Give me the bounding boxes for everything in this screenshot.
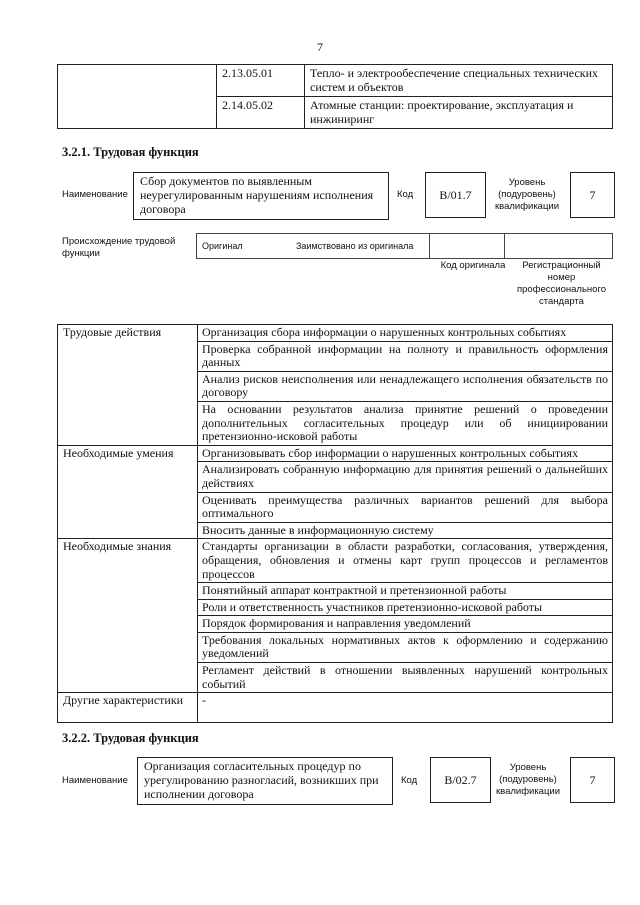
name-label: Наименование <box>62 189 128 200</box>
labor-actions-label: Трудовые действия <box>58 325 198 446</box>
other-label: Другие характеристики <box>58 693 198 723</box>
table-row <box>58 445 613 462</box>
section-heading: 3.2.2. Трудовая функция <box>62 731 199 745</box>
level-label: Уровень (подуровень) квалификации <box>495 762 561 797</box>
origin-borrowed: Заимствовано из оригинала <box>291 234 430 259</box>
table-row <box>197 234 613 259</box>
qualification-level: 7 <box>570 172 615 218</box>
skill: Вносить данные в информационную систему <box>198 522 613 539</box>
skill: Оценивать преимущества различных вариантов решений для выбора оптимального <box>198 492 613 522</box>
education-name: Атомные станции: проектирование, эксплуатация и инжиниринг <box>305 97 613 129</box>
origin-table <box>196 233 613 259</box>
table-row <box>58 693 613 723</box>
skill: Анализировать собранную информацию для принятия решений о дальнейших действиях <box>198 462 613 492</box>
labor-action: Организация сбора информации о нарушенных контрольных событиях <box>198 325 613 342</box>
level-label: Уровень (подуровень) квалификации <box>494 177 560 212</box>
empty-cell <box>58 65 217 129</box>
name-label: Наименование <box>62 775 128 786</box>
skills-label: Необходимые умения <box>58 445 198 539</box>
origin-original: Оригинал <box>197 234 292 259</box>
education-table <box>57 64 613 129</box>
origin-code-cell <box>430 234 505 259</box>
education-code: 2.14.05.02 <box>217 97 305 129</box>
section-heading: 3.2.1. Трудовая функция <box>62 145 199 159</box>
code-label: Код <box>401 775 418 786</box>
page-number: 7 <box>317 40 323 54</box>
function-name: Сбор документов по выявленным неурегулированным нарушениям исполнения договора <box>133 172 389 220</box>
function-name: Организация согласительных процедур по урегулированию разногласий, возникших при исполнении договора <box>137 757 393 805</box>
table-row <box>58 539 613 583</box>
origin-label: Происхождение трудовой функции <box>62 236 176 259</box>
knowledge-item: Понятийный аппарат контрактной и претензионной работы <box>198 583 613 600</box>
education-name: Тепло- и электрообеспечение специальных технических систем и объектов <box>305 65 613 97</box>
origin-code-label: Код оригинала <box>440 260 506 271</box>
skill: Организовывать сбор информации о нарушенных контрольных событиях <box>198 445 613 462</box>
table-row <box>58 325 613 342</box>
labor-action: На основании результатов анализа принятие решений о проведении дополнительных согласительных процедур или об инициировании претензионно-исковой работы <box>198 401 613 445</box>
function-code: В/02.7 <box>430 757 491 803</box>
origin-reg-cell <box>505 234 613 259</box>
knowledge-item: Роли и ответственность участников претензионно-исковой работы <box>198 599 613 616</box>
origin-reg-label: Регистрационный номер профессионального стандарта <box>517 260 606 307</box>
code-label: Код <box>397 189 414 200</box>
knowledge-item: Порядок формирования и направления уведомлений <box>198 616 613 633</box>
labor-action: Проверка собранной информации на полноту и правильность оформления данных <box>198 341 613 371</box>
qualification-level: 7 <box>570 757 615 803</box>
knowledge-item: Стандарты организации в области разработки, согласования, утверждения, обращения, обновления и отмены карт групп процессов и регламентов процессов <box>198 539 613 583</box>
education-code: 2.13.05.01 <box>217 65 305 97</box>
knowledge-item: Требования локальных нормативных актов к оформлению и содержанию уведомлений <box>198 632 613 662</box>
function-details-table <box>57 324 613 723</box>
function-code: В/01.7 <box>425 172 486 218</box>
table-row <box>58 65 613 97</box>
labor-action: Анализ рисков неисполнения или ненадлежащего исполнения обязательств по договору <box>198 371 613 401</box>
knowledge-label: Необходимые знания <box>58 539 198 693</box>
other-value: - <box>198 693 613 723</box>
knowledge-item: Регламент действий в отношении выявленных нарушений контрольных событий <box>198 663 613 693</box>
